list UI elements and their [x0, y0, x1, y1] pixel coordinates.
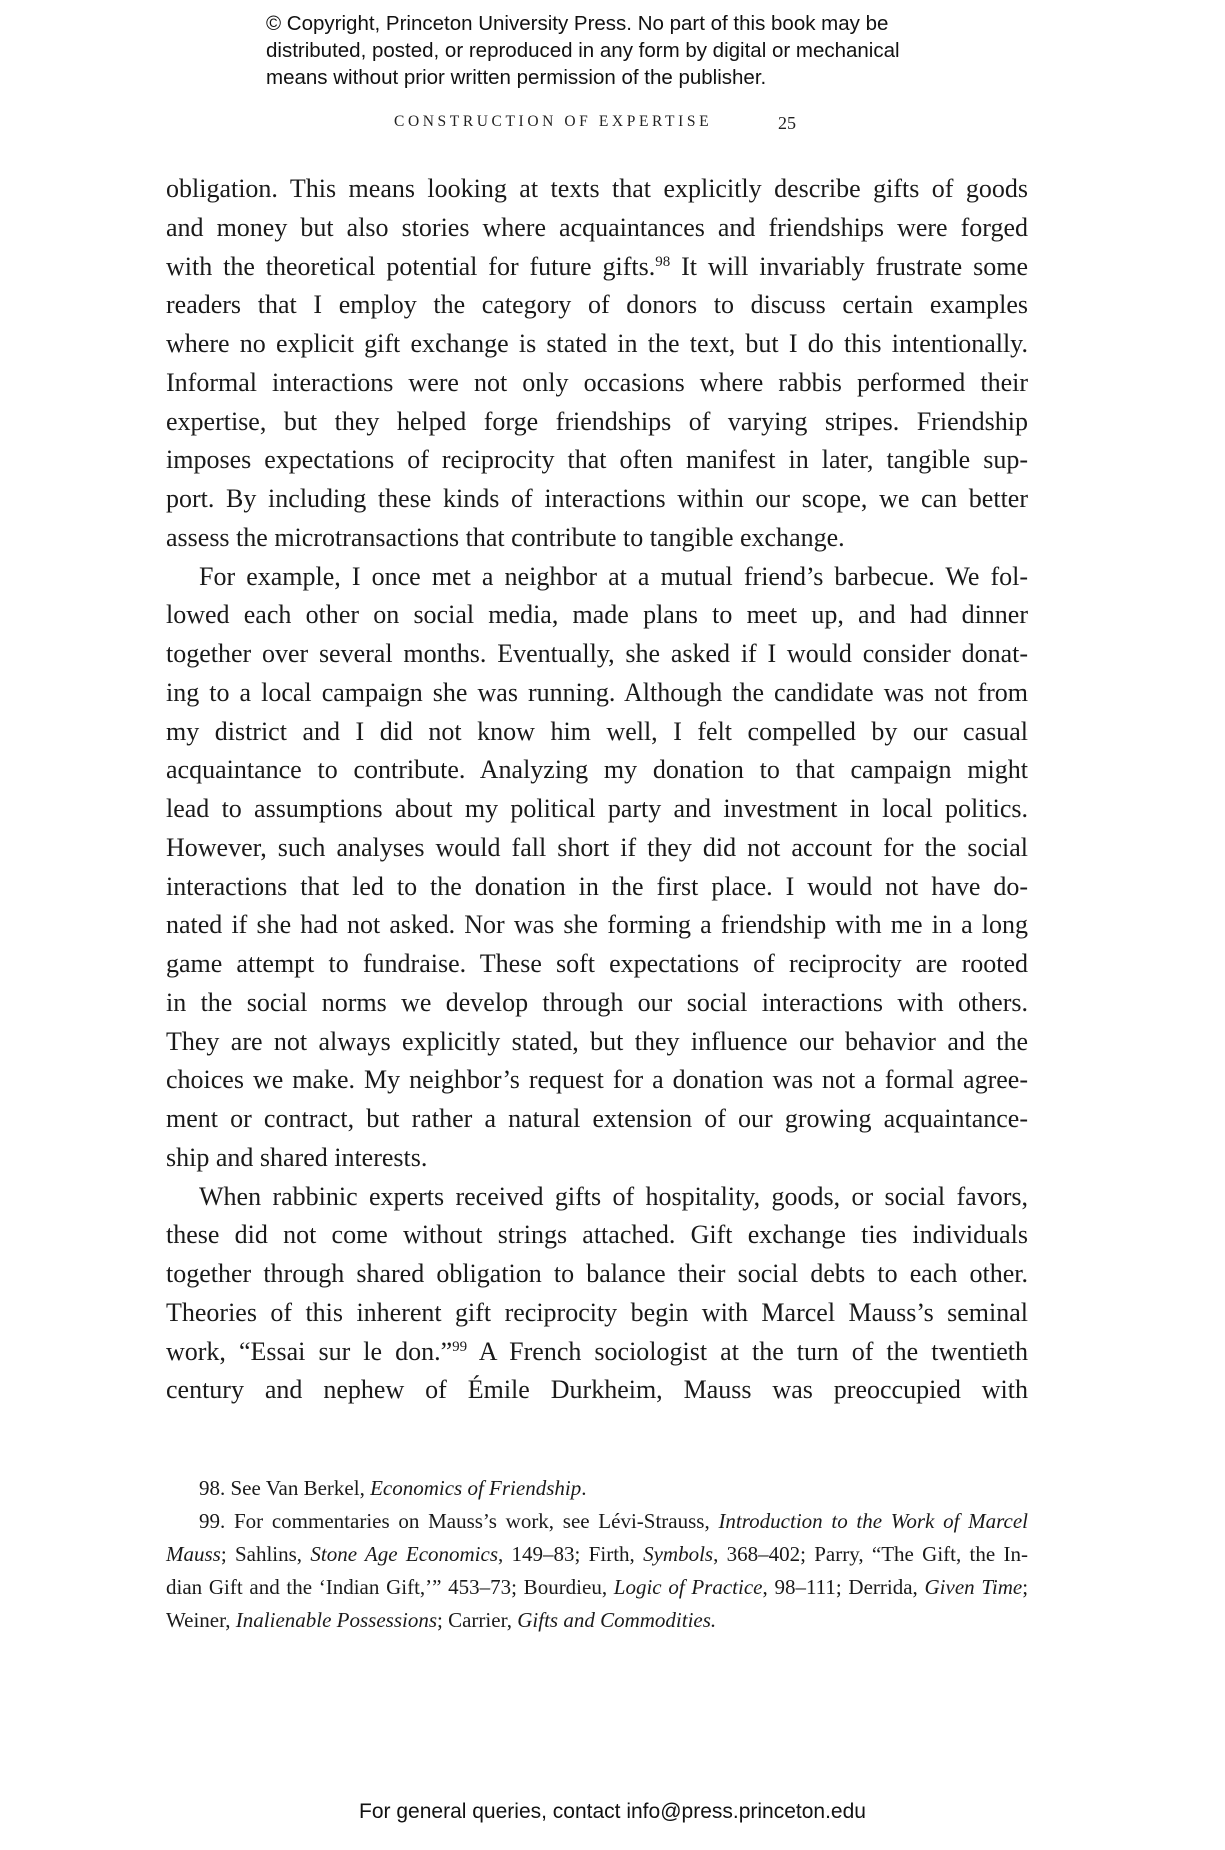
footnote-ref-99: 99 — [452, 1338, 468, 1355]
text-line: lead to assumptions about my political party and investment in local politics. — [166, 794, 1028, 823]
text-line: where no explicit gift exchange is stated in the text, but I do this intentionally. — [166, 329, 1028, 358]
text-line: acquaintance to contribute. Analyzing my donation to that campaign might — [166, 755, 1028, 785]
page-number: 25 — [778, 113, 796, 133]
text-line: interactions that led to the donation in the first place. I would not have do- — [166, 871, 1028, 901]
text-line: For example, I once met a neighbor at a mutual friend’s barbecue. We fol- — [199, 561, 1028, 591]
text-segment: work, “Essai sur le don.” — [166, 1336, 453, 1366]
footnote-99-line — [166, 1505, 1028, 1538]
footer-contact: For general queries, contact info@press.princeton.edu — [359, 1800, 866, 1823]
footnote-text: , 98–111; Derrida, — [762, 1575, 925, 1599]
copyright-line: distributed, posted, or reproduced in any form by digital or mechanical — [266, 39, 900, 62]
footnote-title: Inalienable Possessions — [235, 1608, 438, 1632]
footnote-title: Given Time — [924, 1575, 1023, 1599]
footnote-title: Introduction to the Work of Marcel — [718, 1509, 1028, 1533]
text-line: Theories of this inherent gift reciprocity begin with Marcel Mauss’s seminal — [166, 1297, 1028, 1327]
footnote-title: Logic of Practice — [613, 1575, 763, 1599]
footnote-title: Stone Age Economics — [310, 1542, 499, 1566]
footnote-99-line — [166, 1538, 1028, 1571]
footnote-text: Weiner, — [166, 1608, 236, 1632]
text-line: century and nephew of Émile Durkheim, Mauss was preoccupied with — [166, 1375, 1028, 1405]
footnote-text: 99. For commentaries on Mauss’s work, see Lévi-Strauss, — [199, 1509, 719, 1533]
text-line: assess the microtransactions that contribute to tangible exchange. — [166, 522, 845, 552]
text-line: choices we make. My neighbor’s request for a donation was not a formal agree- — [166, 1065, 1028, 1095]
text-line — [166, 1333, 1028, 1372]
text-line: ment or contract, but rather a natural extension of our growing acquaintance- — [166, 1104, 1028, 1133]
footnote-text: , 149–83; Firth, — [498, 1542, 644, 1566]
text-line: together through shared obligation to balance their social debts to each other. — [166, 1259, 1028, 1288]
footnote-title: Gifts and Commodities. — [517, 1608, 717, 1632]
footnote-text: ; — [1022, 1575, 1029, 1599]
footnote-title: Mauss — [166, 1542, 221, 1566]
text-line — [166, 248, 1028, 287]
running-title: CONSTRUCTION OF EXPERTISE — [394, 113, 713, 130]
copyright-line: © Copyright, Princeton University Press. No part of this book may be — [266, 12, 889, 35]
text-line: ing to a local campaign she was running. Although the candidate was not from — [166, 677, 1028, 707]
text-line: and money but also stories where acquaintances and friendships were forged — [166, 212, 1028, 242]
text-line: When rabbinic experts received gifts of hospitality, goods, or social favors, — [199, 1181, 1028, 1211]
text-line: lowed each other on social media, made plans to meet up, and had dinner — [166, 600, 1028, 630]
footnote-99-line — [166, 1571, 1028, 1604]
footnote-text: ; Carrier, — [437, 1608, 518, 1632]
footnote-text: ; Sahlins, — [220, 1542, 311, 1566]
text-line: ship and shared interests. — [166, 1142, 428, 1172]
footnote-text: , 368–402; Parry, “The Gift, the In- — [713, 1542, 1028, 1566]
copyright-line: means without prior written permission of the publisher. — [266, 66, 767, 89]
text-line: game attempt to fundraise. These soft expectations of reciprocity are rooted — [166, 949, 1028, 978]
text-line: port. By including these kinds of interactions within our scope, we can better — [166, 484, 1028, 513]
text-line: However, such analyses would fall short if they did not account for the social — [166, 832, 1028, 862]
footnotes — [166, 1472, 1028, 1637]
footnote-title: Economics of Friendship — [370, 1476, 582, 1500]
text-line: my district and I did not know him well, I felt compelled by our casual — [166, 716, 1028, 746]
text-segment: A French sociologist at the turn of the twentieth — [467, 1336, 1029, 1366]
text-line: readers that I employ the category of donors to discuss certain examples — [166, 290, 1028, 320]
text-segment: It will invariably frustrate some — [670, 251, 1028, 281]
text-line: They are not always explicitly stated, but they influence our behavior and the — [166, 1026, 1028, 1056]
body-text — [166, 170, 1028, 1410]
footnote-98 — [166, 1472, 1028, 1505]
text-line: together over several months. Eventually, she asked if I would consider donat- — [166, 639, 1028, 668]
text-line: in the social norms we develop through our social interactions with others. — [166, 987, 1028, 1017]
text-line: expertise, but they helped forge friendships of varying stripes. Friendship — [166, 406, 1028, 436]
footnote-ref-98: 98 — [655, 253, 671, 270]
text-segment: with the theoretical potential for future gifts. — [166, 251, 656, 281]
text-line: these did not come without strings attached. Gift exchange ties individuals — [166, 1220, 1028, 1250]
text-line: Informal interactions were not only occasions where rabbis performed their — [166, 367, 1028, 397]
footnote-99-line — [166, 1604, 1028, 1637]
text-line: imposes expectations of reciprocity that often manifest in later, tangible sup- — [166, 445, 1028, 475]
footnote-text: . — [581, 1476, 587, 1500]
copyright-notice — [266, 10, 1026, 91]
footnote-text: dian Gift and the ‘Indian Gift,’” 453–73; Bourdieu, — [166, 1575, 614, 1599]
footnote-text: 98. See Van Berkel, — [199, 1476, 371, 1500]
footnote-title: Symbols — [643, 1542, 714, 1566]
text-line: obligation. This means looking at texts that explicitly describe gifts of goods — [166, 174, 1028, 203]
text-line: nated if she had not asked. Nor was she forming a friendship with me in a long — [166, 910, 1028, 940]
